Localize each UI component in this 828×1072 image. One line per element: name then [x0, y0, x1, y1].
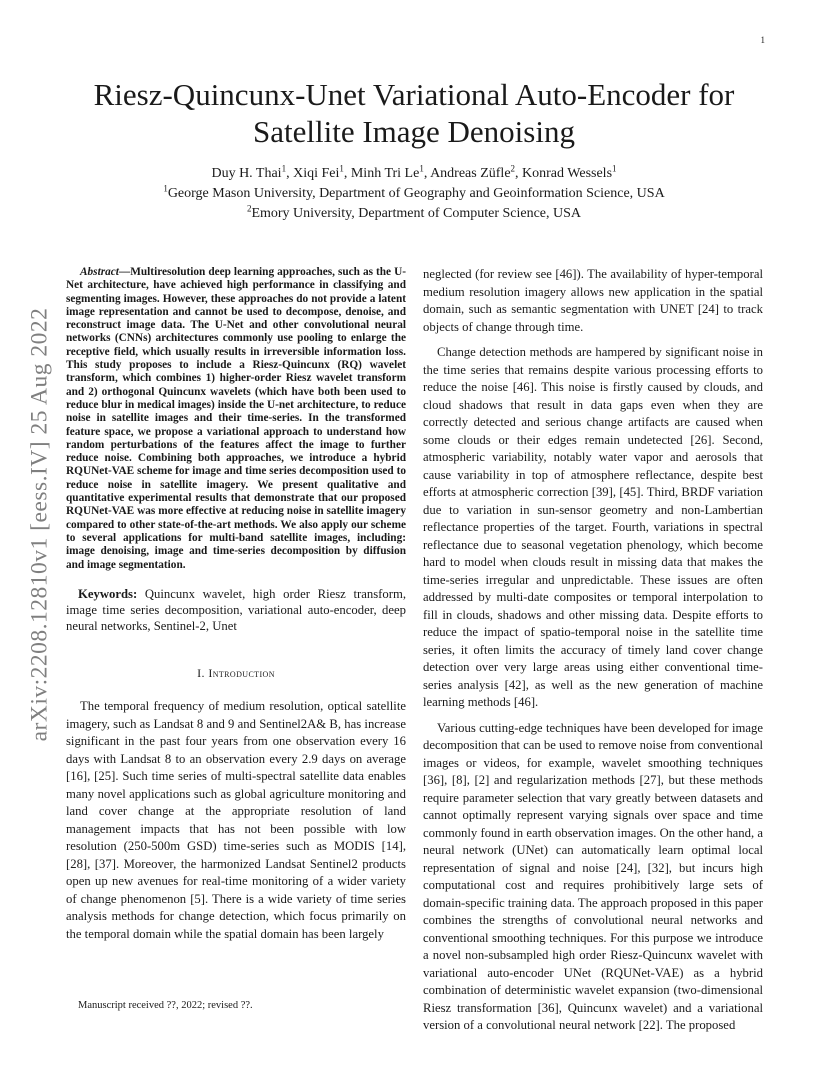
arxiv-identifier: [24, 278, 56, 770]
affiliation: $^1$George Mason University, Department of Geography and Geoinformation Science, USA: [163, 183, 665, 201]
keywords-label: Keywords:: [78, 586, 138, 601]
author-list: [60, 164, 768, 184]
body-paragraph: Change detection methods are hampered by significant noise in the time series that remains despite various processing efforts to reduce the noise [46]. This noise is firstly caused by clouds, and cloud shadows that result in data gaps even when they are correctly detected and serious change artifacts are caused when some clouds or their edges remain undetected [26]. Second, atmospheric variability, notably water vapor and aerosols that cause variability in top of atmosphere reflectance, despite best efforts at atmospheric correction [39], [45]. Third, BRDF variation due to variation in sun-sensor geometry and non-Lambertian reflectance properties of the target. Fourth, variations in spectral reflectance due to seasonal vegetation phenology, which become hard to model when clouds result in missing data that makes the time-series irregular and unpredictable. These issues are often addressed by multi-date composites or temporal interpolation to fill in clouds, shadows and other missing data. Despite efforts to reduce the impact of spatio-temporal noise in the satellite time series, it often limits the accuracy of timely land cover change detection over very large areas using either conventional time-series analysis [42], as well as the new generation of machine learning methods [46].: [423, 345, 763, 709]
abstract-label: Abstract: [80, 266, 119, 278]
author: Andreas Züfle$^2$,: [430, 163, 523, 181]
body-paragraph: The temporal frequency of medium resolution, optical satellite imagery, such as Landsat 8 and 9 and Sentinel2A& B, has increase significant in the past four years from one observation every 16 days with Landsat 8 to an observation every 2.9 days on average [16], [25]. Such time series of multi-spectral satellite data enables many novel applications such as global agriculture monitoring and land cover change at the appropriate resolution of land management impacts that has not been possible with low resolution (250-500m GSD) time-series such as MODIS [14], [28], [37]. Moreover, the harmonized Landsat Sentinel2 products open up new avenues for real-time monitoring of a wider variety of change phenomenon [5]. There is a wide variety of time series analysis methods for change detection, which focus primarily on the temporal domain while the spatial domain has been largely: [66, 699, 406, 941]
author: Xiqi Fei$^1$,: [293, 163, 351, 181]
author-block: [60, 164, 768, 224]
arxiv-identifier-text: arXiv:2208.12810v1 [eess.IV] 25 Aug 2022: [26, 307, 53, 741]
author: Konrad Wessels$^1$: [522, 163, 617, 181]
author: Minh Tri Le$^1$,: [350, 163, 431, 181]
page-number: 1: [760, 35, 765, 45]
abstract: [66, 266, 406, 572]
keywords-text: Quincunx wavelet, high order Riesz transform, image time series decomposition, variational auto-encoder, deep neural networks, Sentinel-2, Unet: [66, 586, 406, 634]
manuscript-footnote: Manuscript received ??, 2022; revised ??.: [78, 1000, 253, 1011]
section-heading: I. Introduction: [197, 665, 275, 680]
keywords: [66, 586, 406, 635]
author: Duy H. Thai$^1$,: [211, 163, 294, 181]
abstract-text: —Multiresolution deep learning approaches, such as the U-Net architecture, have achieved high performance in classifying and segmenting images. However, these approaches do not provide a latent image representation and cannot be used to decompose, denoise, and reconstruct image data. The U-Net and other convolutional neural networks (CNNs) architectures commonly use pooling to enlarge the receptive field, which usually results in irreversible information loss. This study proposes to include a Riesz-Quincunx (RQ) wavelet transform, which combines 1) higher-order Riesz wavelet transform and 2) orthogonal Quincunx wavelets (which have both been used to reduce blur in medical images) inside the U-net architecture, to reduce noise in satellite images and their time-series. In the transformed feature space, we propose a variational approach to understand how random perturbations of the features affect the image to further reduce noise. Combining both approaches, we introduce a hybrid RQUNet-VAE scheme for image and time series decomposition used to reduce noise in satellite imagery. We present qualitative and quantitative experimental results that demonstrate that our proposed RQUNet-VAE was more effective at reducing noise in satellite imagery compared to other state-of-the-art methods. We also apply our scheme to several applications for multi-band satellite images, including: image denoising, image and time-series decomposition by diffusion and image segmentation.: [66, 266, 406, 571]
paper-title: Riesz-Quincunx-Unet Variational Auto-Encoder for Satellite Image Denoising: [93, 77, 735, 149]
body-paragraph: neglected (for review see [46]). The availability of hyper-temporal medium resolution imagery allows new application in the spatial domain, such as semantic segmentation with UNET [24] to track objects of change through time.: [423, 267, 763, 334]
left-column: [66, 266, 406, 951]
affiliation: $^2$Emory University, Department of Computer Science, USA: [246, 203, 582, 221]
right-column: [423, 266, 763, 1043]
body-paragraph: Various cutting-edge techniques have been developed for image decomposition that can be used to remove noise from conventional images or videos, for example, wavelet smoothing techniques [36], [8], [2] and regularization methods [27], but these methods require parameter selection that vary greatly between datasets and cannot optimally represent varying signals over space and time commonly found in earth observation images. On the other hand, a neural network (UNet) can automatically learn optimal local representation of signal and noise [24], [32], but incurs high computational cost and requires prohibitively large sets of domain-specific training data. The approach proposed in this paper combines the strengths of convolutional neural networks and conventional smoothing techniques. For this purpose we introduce a novel non-subsampled high order Riesz-Quincunx wavelet with variational auto-encoder UNet (RQUNet-VAE) as a hybrid combination of deterministic wavelet expansion (two-dimensional Riesz transformation [36], Quincunx wavelet) and a variational version of a convolutional neural network [22]. The proposed: [423, 720, 764, 1032]
